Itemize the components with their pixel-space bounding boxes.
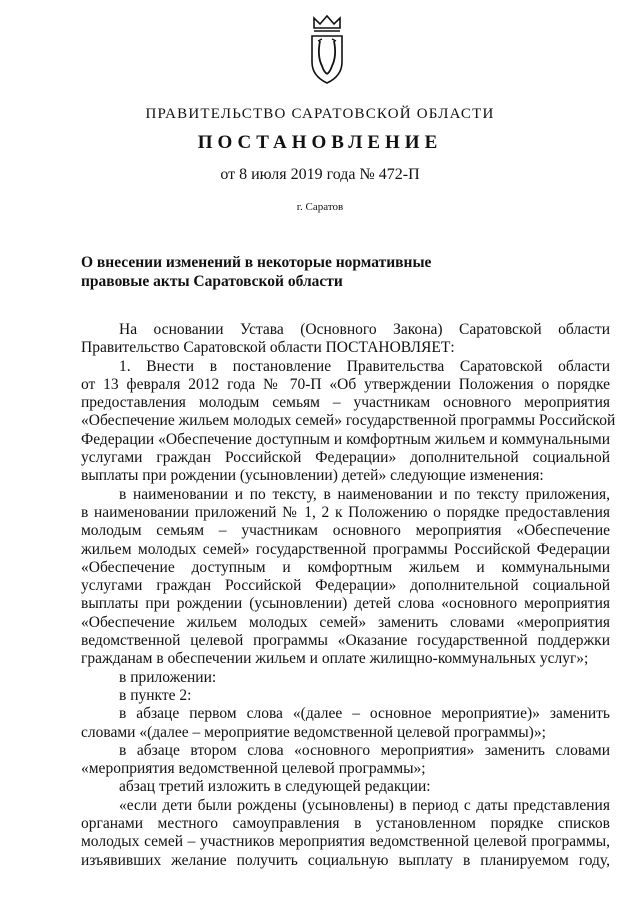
document-subject [81,253,481,291]
document-city: г. Саратов [296,201,344,213]
document-body [81,321,616,870]
body-line: в абзаце первом слова «(далее – основное мероприятие)» заменить [119,705,610,723]
body-line: выплаты при рождении (усыновлении) детей» следующие изменения: [81,467,544,485]
body-line: гражданам в обеспечении жильем и оплате жилищно-коммунальных услуг»; [81,650,589,668]
body-line: словами «(далее – мероприятие ведомственной целевой программы)»; [81,723,546,741]
body-line: выплаты при рождении (усыновлении) детей слова «основного мероприятия [81,595,610,613]
body-line: «Обеспечение жильем молодых семей» заменить словами «мероприятия [81,613,610,631]
body-line: в наименовании приложений № 1, 2 к Положению о порядке предоставления [81,503,610,521]
body-line: «мероприятия ведомственной целевой программы»; [81,760,426,778]
body-line: «если дети были рождены (усыновлены) в период с даты представления [119,796,610,814]
body-line: в наименовании и по тексту, в наименовании и по тексту приложения, [119,485,610,503]
body-line: «Обеспечение жильем молодых семей» государственной программы Российской [81,412,616,430]
body-line: от 13 февраля 2012 года № 70-П «Об утверждении Положения о порядке [81,375,610,393]
body-line: органами местного самоуправления в установленном порядке списков [81,815,610,833]
subject-line: О внесении изменений в некоторые нормативные [81,254,432,271]
document-type: ПОСТАНОВЛЕНИЕ [197,132,443,153]
body-line: услугами граждан Российской Федерации» дополнительной социальной [81,449,610,467]
body-line: предоставления молодым семьям – участникам основного мероприятия [81,394,610,412]
body-line: Правительство Саратовской области ПОСТАНОВЛЯЕТ: [81,339,455,357]
body-line: изъявивших желание получить социальную выплату в планируемом году, [81,851,610,869]
body-line: На основании Устава (Основного Закона) Саратовской области [119,321,610,338]
government-title: ПРАВИТЕЛЬСТВО САРАТОВСКОЙ ОБЛАСТИ [145,106,495,122]
body-line: молодым семьям – участникам основного мероприятия «Обеспечение [81,522,610,540]
saratov-coat-of-arms-icon [308,14,346,86]
body-line: в приложении: [119,668,217,686]
body-line: услугами граждан Российской Федерации» дополнительной социальной [81,577,610,595]
body-line: абзац третий изложить в следующей редакции: [119,778,431,796]
body-line: в пункте 2: [119,686,192,704]
document-date-number: от 8 июля 2019 года № 472-П [220,166,420,183]
body-line: Федерации «Обеспечение доступным и комфортным жильем и коммунальными [81,430,610,448]
body-line: в абзаце втором слова «основного мероприятия» заменить словами [119,741,610,759]
body-line: ведомственной целевой программы «Оказание государственной поддержки [81,632,610,650]
body-line: молодых семей – участников мероприятия ведомственной целевой программы, [81,833,610,851]
body-line: жильем молодых семей» государственной программы Российской Федерации [81,540,610,558]
body-line: 1. Внести в постановление Правительства Саратовской области [119,357,610,375]
body-line: «Обеспечение доступным и комфортным жильем и коммунальными [81,558,610,576]
subject-line: правовые акты Саратовской области [81,273,343,290]
